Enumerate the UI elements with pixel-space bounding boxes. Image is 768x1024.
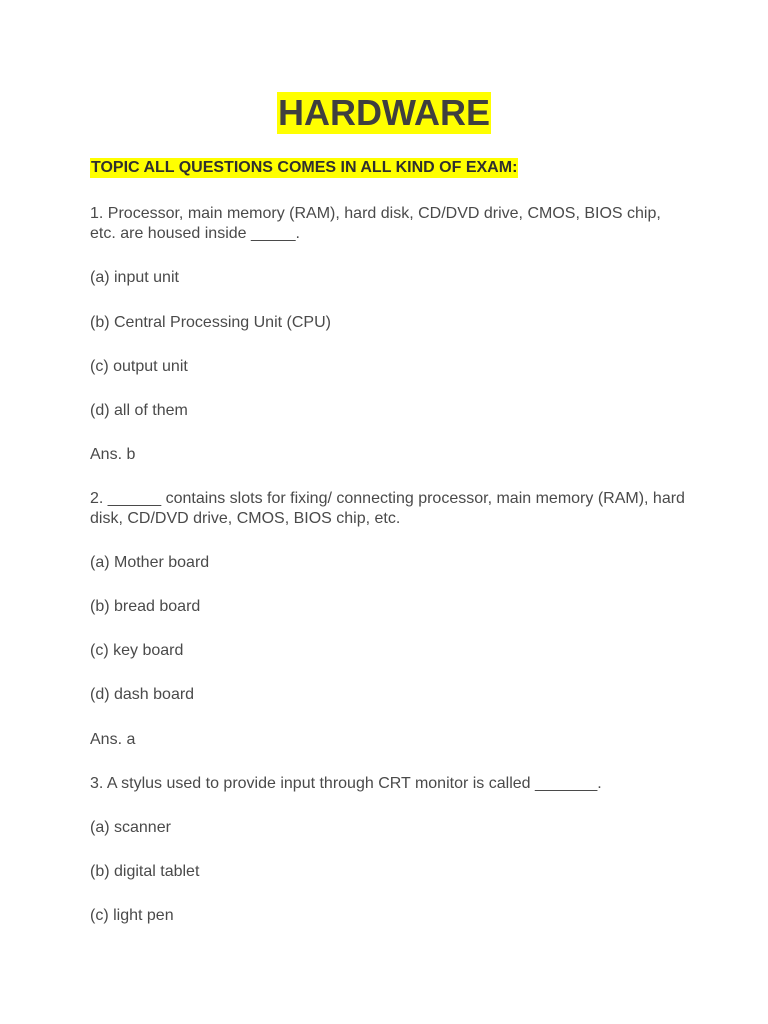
question-3-option-a: (a) scanner xyxy=(90,819,171,836)
question-2-option-c: (c) key board xyxy=(90,642,184,659)
question-2-option-d: (d) dash board xyxy=(90,686,195,703)
question-3-option-c: (c) light pen xyxy=(90,907,174,924)
question-3-option-b: (b) digital tablet xyxy=(90,863,200,880)
question-2-option-a: (a) Mother board xyxy=(90,554,210,571)
question-1-option-d: (d) all of them xyxy=(90,402,188,419)
page-title: HARDWARE xyxy=(278,92,490,133)
question-2-option-b: (b) bread board xyxy=(90,598,201,615)
question-2-answer: Ans. a xyxy=(90,731,136,748)
question-1-option-c: (c) output unit xyxy=(90,358,188,375)
question-1-text: 1. Processor, main memory (RAM), hard disk, CD/DVD drive, CMOS, BIOS chip, etc. are housed inside _____. xyxy=(90,205,661,242)
question-1-answer: Ans. b xyxy=(90,446,136,463)
questions-content xyxy=(90,204,690,926)
question-1-option-b: (b) Central Processing Unit (CPU) xyxy=(90,314,331,331)
question-3-text: 3. A stylus used to provide input through CRT monitor is called _______. xyxy=(90,775,602,792)
question-1-option-a: (a) input unit xyxy=(90,269,179,286)
title-wrapper xyxy=(0,92,768,134)
question-2-text: 2. ______ contains slots for fixing/ connecting processor, main memory (RAM), hard disk, CD/DVD drive, CMOS, BIOS chip, etc. xyxy=(90,490,685,527)
topic-heading: TOPIC ALL QUESTIONS COMES IN ALL KIND OF EXAM: xyxy=(91,159,518,176)
